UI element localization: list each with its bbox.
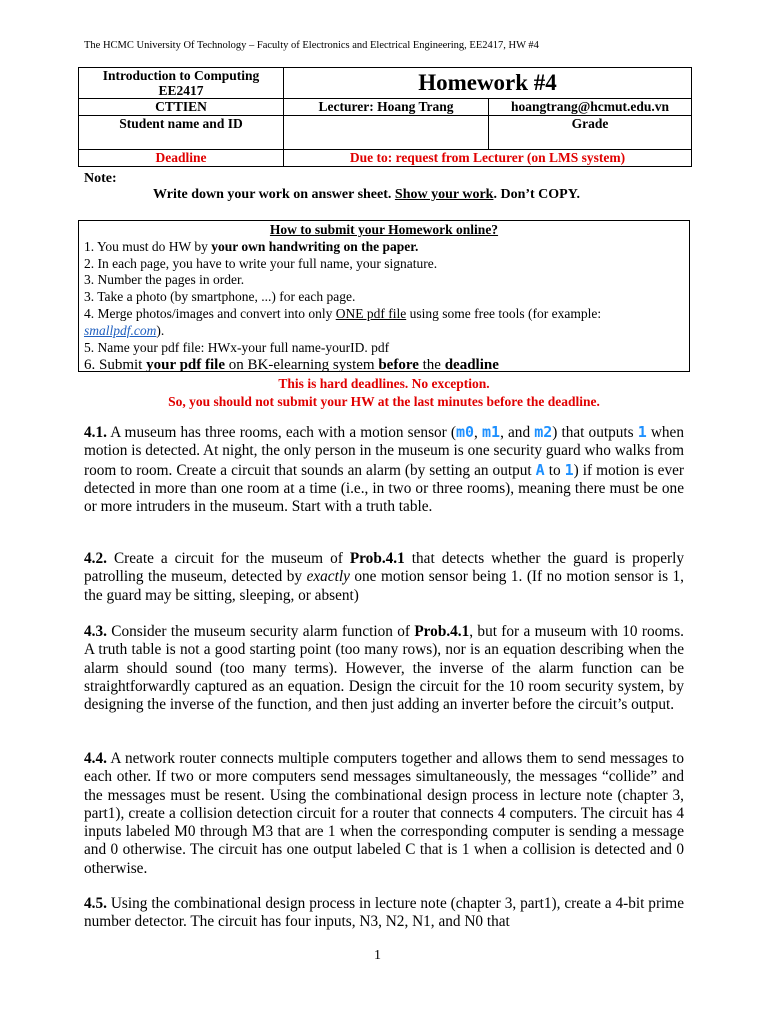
- note-label: Note:: [84, 171, 117, 186]
- page-header: The HCMC University Of Technology – Faculty of Electronics and Electrical Engineering, EE2417, HW #4: [84, 40, 539, 51]
- submit-step-2: 2. In each page, you have to write your full name, your signature.: [84, 255, 438, 271]
- output-a: A: [535, 460, 545, 479]
- sensor-m0: m0: [455, 423, 475, 441]
- warning-line-2: So, you should not submit your HW at the last minutes before the deadline.: [168, 394, 600, 409]
- warning-line-1: This is hard deadlines. No exception.: [278, 376, 490, 391]
- problem-4-1: 4.1. A museum has three rooms, each with a motion sensor (m0, m1, and m2) that outputs 1 when motion is detected. At night, the only person in the museum is one security guard who walks from room to room. Create a circuit that sounds an alarm (by setting an output A to 1) if motion is ever detected in more than one room at a time (i.e., in two or three rooms), meaning there must be one or more intruders in the museum. Start with a truth table.: [84, 423, 684, 516]
- problem-4-4: 4.4. A network router connects multiple computers together and allows them to send messages to each other. If two or more computers send messages simultaneously, the messages “collide” and the messages must be resent. Using the combinational design process in lecture note (chapter 3, part1), create a collision detection circuit for a router that connects 4 computers. The circuit has 4 inputs labeled M0 through M3 that are 1 when the corresponding computer is sending a message and 0 otherwise. The circuit has one output labeled C that is 1 when a collision is detected and 0 otherwise.: [84, 750, 684, 877]
- lecturer-email: hoangtrang@hcmut.edu.vn: [489, 99, 692, 116]
- lecturer-name: Lecturer: Hoang Trang: [284, 99, 489, 116]
- class-code: CTTIEN: [79, 99, 284, 116]
- submit-instructions-box: [78, 220, 690, 372]
- sensor-m2: m2: [534, 423, 553, 441]
- homework-title: Homework #4: [284, 68, 692, 99]
- note-text: Write down your work on answer sheet. Show your work. Don’t COPY.: [153, 187, 581, 202]
- course-code: EE2417: [158, 83, 204, 98]
- problem-4-5: 4.5. Using the combinational design process in lecture note (chapter 3, part1), create a 4-bit prime number detector. The circuit has four inputs, N3, N2, N1, and N0 that: [84, 895, 684, 931]
- submit-step-1: 1. You must do HW by your own handwriting on the paper.: [84, 238, 419, 254]
- submit-step-6: 5. Name your pdf file: HWx-your full name-yourID. pdf: [84, 339, 390, 355]
- course-title: Introduction to Computing: [102, 68, 260, 83]
- smallpdf-link[interactable]: smallpdf.com: [84, 322, 157, 338]
- course-info-table: [78, 67, 692, 167]
- student-field[interactable]: [284, 116, 489, 150]
- problem-4-3: 4.3. Consider the museum security alarm function of Prob.4.1, but for a museum with 10 rooms. A truth table is not a good starting point (too many rows), nor is an equation describing when the alarm should sound (too many terms). However, the inverse of the alarm function can be straightforwardly captured as an equation. Design the circuit for the 10 room security system, by designing the inverse of the function, and then just adding an inverter before the circuit’s output.: [84, 623, 684, 714]
- submit-step-7: 6. Submit your pdf file on BK-elearning system before the deadline: [84, 357, 499, 374]
- course-cell: [79, 68, 284, 99]
- submit-title: How to submit your Homework online?: [269, 222, 499, 237]
- page-number: 1: [374, 948, 381, 963]
- grade-label: Grade: [489, 116, 692, 150]
- deadline-value: Due to: request from Lecturer (on LMS system): [284, 150, 692, 167]
- submit-step-5: 4. Merge photos/images and convert into only ONE pdf file using some free tools (for example: smallpdf.com).: [84, 305, 602, 338]
- problem-4-2: 4.2. Create a circuit for the museum of Prob.4.1 that detects whether the guard is properly patrolling the museum, detected by exactly one motion sensor being 1. (If no motion sensor is 1, the guard may be sitting, sleeping, or absent): [84, 550, 684, 604]
- sensor-m1: m1: [482, 423, 501, 441]
- student-label: Student name and ID: [79, 116, 284, 150]
- deadline-label: Deadline: [79, 150, 284, 167]
- submit-step-3: 3. Number the pages in order.: [84, 272, 245, 288]
- submit-step-4: 3. Take a photo (by smartphone, ...) for each page.: [84, 289, 356, 305]
